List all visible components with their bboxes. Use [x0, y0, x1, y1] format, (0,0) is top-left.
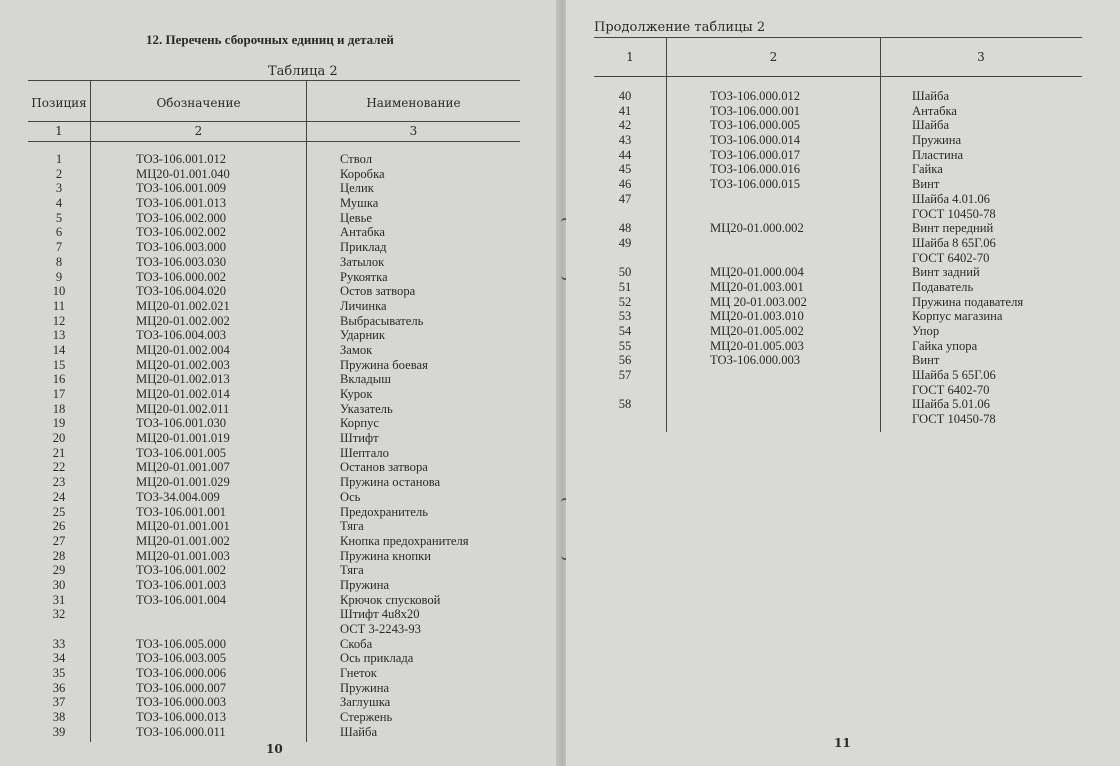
position-cell: 36	[52, 680, 66, 695]
name-cell: Шайба 5.01.06	[912, 397, 990, 412]
position-column	[28, 152, 90, 740]
designation-cell: МЦ20-01.001.019	[136, 431, 230, 446]
position-cell: 3	[55, 181, 63, 196]
designation-cell: МЦ20-01.002.014	[136, 387, 230, 401]
table-top-rule-right	[594, 37, 1082, 38]
position-cell	[594, 207, 656, 222]
position-cell: 38	[52, 710, 66, 725]
position-cell: 40	[618, 89, 632, 103]
position-cell: 23	[52, 475, 66, 490]
position-cell: 35	[52, 666, 66, 681]
position-cell: 39	[52, 724, 66, 739]
designation-column	[136, 152, 304, 740]
designation-cell: ТОЗ-106.001.012	[136, 152, 227, 166]
name-cell: Рукоятка	[340, 269, 388, 284]
header-num-1-right: 1	[626, 50, 634, 64]
position-cell: 1	[55, 152, 63, 166]
designation-cell: ТОЗ-106.002.002	[136, 225, 227, 240]
position-cell: 21	[52, 445, 66, 460]
position-cell: 27	[52, 533, 66, 548]
name-cell: Пружина останова	[340, 475, 441, 490]
position-cell: 52	[618, 294, 632, 309]
page-number-left: 10	[266, 742, 283, 756]
name-column-right	[912, 89, 1112, 427]
designation-cell: МЦ20-01.003.010	[710, 309, 804, 324]
designation-cell: ТОЗ-106.001.004	[136, 592, 227, 607]
designation-cell: ТОЗ-106.003.030	[136, 254, 227, 269]
position-cell: 11	[52, 298, 66, 313]
designation-cell: МЦ20-01.002.013	[136, 372, 230, 387]
designation-cell: ТОЗ-106.000.006	[136, 666, 227, 681]
designation-cell: МЦ20-01.000.004	[710, 265, 804, 280]
name-cell: Шайба	[912, 89, 950, 103]
position-cell: 32	[52, 607, 66, 622]
position-cell: 41	[618, 103, 632, 118]
name-cell: Тяга	[340, 563, 364, 578]
name-cell: Предохранитель	[340, 504, 428, 519]
designation-cell: МЦ20-01.005.002	[710, 324, 804, 338]
name-cell: Тяга	[340, 519, 364, 534]
position-cell: 37	[52, 695, 66, 710]
designation-cell: МЦ20-01.002.011	[136, 401, 230, 416]
designation-cell: ТОЗ-106.003.005	[136, 651, 227, 666]
position-cell: 53	[618, 309, 632, 324]
name-cell: Гнеток	[340, 666, 377, 681]
designation-cell	[710, 412, 878, 427]
name-cell: ГОСТ 10450-78	[912, 412, 996, 427]
designation-cell: ТОЗ-106.005.000	[136, 636, 227, 651]
name-cell: Замок	[340, 342, 373, 357]
position-cell: 2	[55, 166, 63, 181]
designation-cell: ТОЗ-106.001.030	[136, 416, 227, 431]
position-cell: 15	[52, 357, 66, 372]
position-cell: 9	[55, 269, 63, 284]
designation-cell: ТОЗ-106.000.013	[136, 710, 227, 725]
designation-cell	[710, 207, 878, 222]
position-cell: 42	[618, 118, 632, 133]
name-cell: Винт задний	[912, 265, 980, 280]
position-cell: 54	[618, 324, 632, 338]
name-cell: Пружина	[340, 680, 390, 695]
position-cell: 44	[618, 147, 632, 162]
section-title: 12. Перечень сборочных единиц и деталей	[146, 32, 394, 47]
position-cell: 25	[52, 504, 66, 519]
name-cell: Подаватель	[912, 279, 974, 294]
name-cell: Остов затвора	[340, 284, 416, 299]
designation-cell: ТОЗ-106.001.001	[136, 504, 227, 519]
designation-cell: ТОЗ-106.000.016	[710, 162, 801, 177]
position-cell: 13	[52, 328, 66, 343]
position-cell: 45	[618, 162, 632, 177]
designation-cell: ТОЗ-106.000.015	[710, 177, 801, 192]
name-cell: Кнопка предохранителя	[340, 533, 469, 548]
position-cell: 17	[52, 387, 66, 401]
name-cell: Приклад	[340, 240, 387, 255]
designation-cell	[710, 192, 878, 207]
header-bottom-rule	[28, 141, 520, 142]
position-cell: 8	[55, 254, 63, 269]
continuation-caption: Продолжение таблицы 2	[594, 20, 766, 35]
designation-cell: МЦ20-01.001.007	[136, 460, 230, 475]
name-cell: Антабка	[912, 103, 958, 118]
designation-cell: МЦ20-01.002.003	[136, 357, 230, 372]
name-cell: Ударник	[340, 328, 386, 343]
designation-cell: МЦ20-01.002.002	[136, 313, 230, 328]
name-cell: Крючок спусковой	[340, 592, 441, 607]
position-cell: 19	[52, 416, 66, 431]
designation-cell: ТОЗ-106.000.001	[710, 103, 801, 118]
column-divider-1-right	[666, 37, 667, 432]
position-cell: 30	[52, 577, 66, 592]
name-cell: Целик	[340, 181, 374, 196]
name-cell: Пружина боевая	[340, 357, 428, 372]
header-name: Наименование	[366, 96, 461, 110]
header-num-3: 3	[409, 124, 418, 138]
designation-cell: ТОЗ-106.003.000	[136, 240, 227, 255]
name-cell: Личинка	[340, 298, 387, 313]
position-cell	[594, 251, 656, 266]
designation-cell: МЦ20-01.001.001	[136, 519, 230, 534]
position-cell: 24	[52, 489, 66, 504]
name-cell: Ствол	[340, 152, 373, 166]
designation-cell: ТОЗ-106.001.005	[136, 445, 227, 460]
name-cell: Стержень	[340, 710, 393, 725]
designation-cell: ТОЗ-106.001.002	[136, 563, 227, 578]
designation-cell: ТОЗ-106.001.009	[136, 181, 227, 196]
name-cell: Выбрасыватель	[340, 313, 424, 328]
header-num-1: 1	[55, 124, 63, 138]
position-cell: 43	[618, 133, 632, 148]
name-cell: Мушка	[340, 196, 379, 211]
designation-cell: ТОЗ-106.000.007	[136, 680, 227, 695]
designation-cell: ТОЗ-106.002.000	[136, 210, 227, 225]
name-cell: Упор	[912, 324, 940, 338]
position-cell: 10	[52, 284, 66, 299]
position-cell: 20	[52, 431, 66, 446]
position-cell: 50	[618, 265, 632, 280]
name-cell: Указатель	[340, 401, 393, 416]
name-column	[340, 152, 530, 740]
name-cell: Шайба	[340, 724, 378, 739]
designation-cell: ТОЗ-106.000.005	[710, 118, 801, 133]
name-cell: Затылок	[340, 254, 385, 269]
designation-cell: ТОЗ-106.000.017	[710, 147, 801, 162]
right-page	[566, 0, 1120, 766]
position-cell: 49	[618, 235, 632, 250]
designation-cell: МЦ20-01.003.001	[710, 279, 804, 294]
name-cell: Гайка	[912, 162, 943, 177]
name-cell: Антабка	[340, 225, 386, 240]
header-num-2: 2	[194, 124, 203, 138]
designation-cell: ТОЗ-106.000.012	[710, 89, 801, 103]
designation-cell: МЦ20-01.001.029	[136, 475, 230, 490]
position-cell: 18	[52, 401, 66, 416]
position-cell: 31	[52, 592, 66, 607]
name-cell: Пластина	[912, 147, 964, 162]
position-cell: 51	[618, 279, 632, 294]
position-cell: 29	[52, 563, 66, 578]
designation-cell: МЦ20-01.002.021	[136, 298, 230, 313]
position-cell: 5	[55, 210, 63, 225]
position-cell: 58	[618, 397, 632, 412]
name-cell: ОСТ 3-2243-93	[340, 622, 421, 636]
position-cell: 22	[52, 460, 66, 475]
table-caption: Таблица 2	[268, 64, 338, 79]
name-cell: Шайба	[912, 118, 950, 133]
header-num-2-right: 2	[769, 50, 778, 64]
position-cell: 16	[52, 372, 66, 387]
name-cell: Шептало	[340, 445, 389, 460]
position-cell: 47	[618, 191, 632, 206]
designation-cell: МЦ20-01.001.040	[136, 166, 230, 181]
position-cell: 33	[52, 636, 66, 651]
name-cell: Шайба 8 65Г.06	[912, 235, 996, 250]
position-cell	[594, 412, 656, 427]
designation-cell	[710, 368, 878, 383]
position-cell: 26	[52, 519, 66, 534]
header-designation: Обозначение	[156, 96, 241, 110]
column-divider-2-right	[880, 37, 881, 432]
designation-cell: ТОЗ-34.004.009	[136, 489, 220, 504]
designation-cell: МЦ20-01.001.003	[136, 548, 230, 563]
position-cell: 57	[618, 368, 632, 383]
name-cell: ГОСТ 10450-78	[912, 206, 996, 221]
name-cell: Цевье	[340, 210, 372, 225]
header-position: Позиция	[31, 96, 87, 110]
designation-column-right	[710, 89, 878, 427]
designation-cell: МЦ 20-01.003.002	[710, 294, 807, 309]
position-cell: 6	[55, 225, 63, 240]
designation-cell: ТОЗ-106.000.014	[710, 133, 801, 148]
designation-cell: ТОЗ-106.004.020	[136, 284, 227, 299]
name-cell: Штифт 4u8x20	[340, 607, 420, 622]
name-cell: ГОСТ 6402-70	[912, 382, 990, 397]
name-cell: Заглушка	[340, 695, 391, 710]
position-cell: 12	[52, 313, 66, 328]
position-cell	[28, 622, 90, 637]
designation-cell: ТОЗ-106.001.003	[136, 577, 227, 592]
position-cell: 7	[55, 240, 63, 255]
position-cell: 56	[618, 353, 632, 368]
designation-cell: МЦ20-01.000.002	[710, 221, 804, 236]
page-number-right: 11	[834, 736, 851, 750]
position-cell	[594, 383, 656, 398]
designation-cell: ТОЗ-106.000.011	[136, 724, 226, 739]
designation-cell: МЦ20-01.005.003	[710, 338, 804, 353]
name-cell: Винт	[912, 177, 940, 192]
designation-cell	[710, 236, 878, 251]
position-column-right	[594, 89, 656, 427]
name-cell: Корпус магазина	[912, 309, 1003, 324]
name-cell: Пружина	[340, 577, 390, 592]
table-top-rule	[28, 80, 520, 81]
name-cell: Курок	[340, 387, 373, 401]
name-cell: Пружина	[912, 133, 962, 148]
designation-cell: ТОЗ-106.001.013	[136, 196, 227, 211]
designation-cell: МЦ20-01.001.002	[136, 533, 230, 548]
designation-cell: ТОЗ-106.004.003	[136, 328, 227, 343]
position-cell: 46	[618, 177, 632, 192]
name-cell: Пружина кнопки	[340, 548, 432, 563]
name-cell: Винт	[912, 353, 940, 368]
name-cell: Корпус	[340, 416, 379, 431]
position-cell: 55	[618, 338, 632, 353]
name-cell: Винт передний	[912, 221, 994, 236]
name-cell: Ось приклада	[340, 651, 414, 666]
designation-cell: МЦ20-01.002.004	[136, 342, 230, 357]
name-cell: Ось	[340, 489, 361, 504]
name-cell: Шайба 4.01.06	[912, 191, 990, 206]
designation-cell: ТОЗ-106.000.003	[710, 353, 801, 368]
name-cell: Коробка	[340, 166, 385, 181]
name-cell: Пружина подавателя	[912, 294, 1024, 309]
designation-cell	[710, 383, 878, 398]
position-cell: 34	[52, 651, 66, 666]
name-cell: ГОСТ 6402-70	[912, 250, 990, 265]
designation-cell	[710, 397, 878, 412]
position-cell: 14	[52, 342, 66, 357]
header-bottom-rule-right	[594, 76, 1082, 77]
position-cell: 48	[618, 221, 632, 236]
designation-cell	[710, 251, 878, 266]
designation-cell	[136, 622, 304, 637]
header-num-3-right: 3	[977, 50, 985, 64]
designation-cell	[136, 607, 304, 622]
name-cell: Скоба	[340, 636, 373, 651]
name-cell: Штифт	[340, 431, 379, 446]
designation-cell: ТОЗ-106.000.002	[136, 269, 227, 284]
column-divider-1	[90, 80, 91, 742]
header-mid-rule	[28, 121, 520, 122]
column-divider-2	[306, 80, 307, 742]
name-cell: Вкладыш	[340, 372, 391, 387]
position-cell: 28	[52, 548, 66, 563]
name-cell: Гайка упора	[912, 338, 978, 353]
name-cell: Шайба 5 65Г.06	[912, 368, 996, 383]
designation-cell: ТОЗ-106.000.003	[136, 695, 227, 710]
name-cell: Останов затвора	[340, 460, 428, 475]
position-cell: 4	[55, 196, 63, 211]
